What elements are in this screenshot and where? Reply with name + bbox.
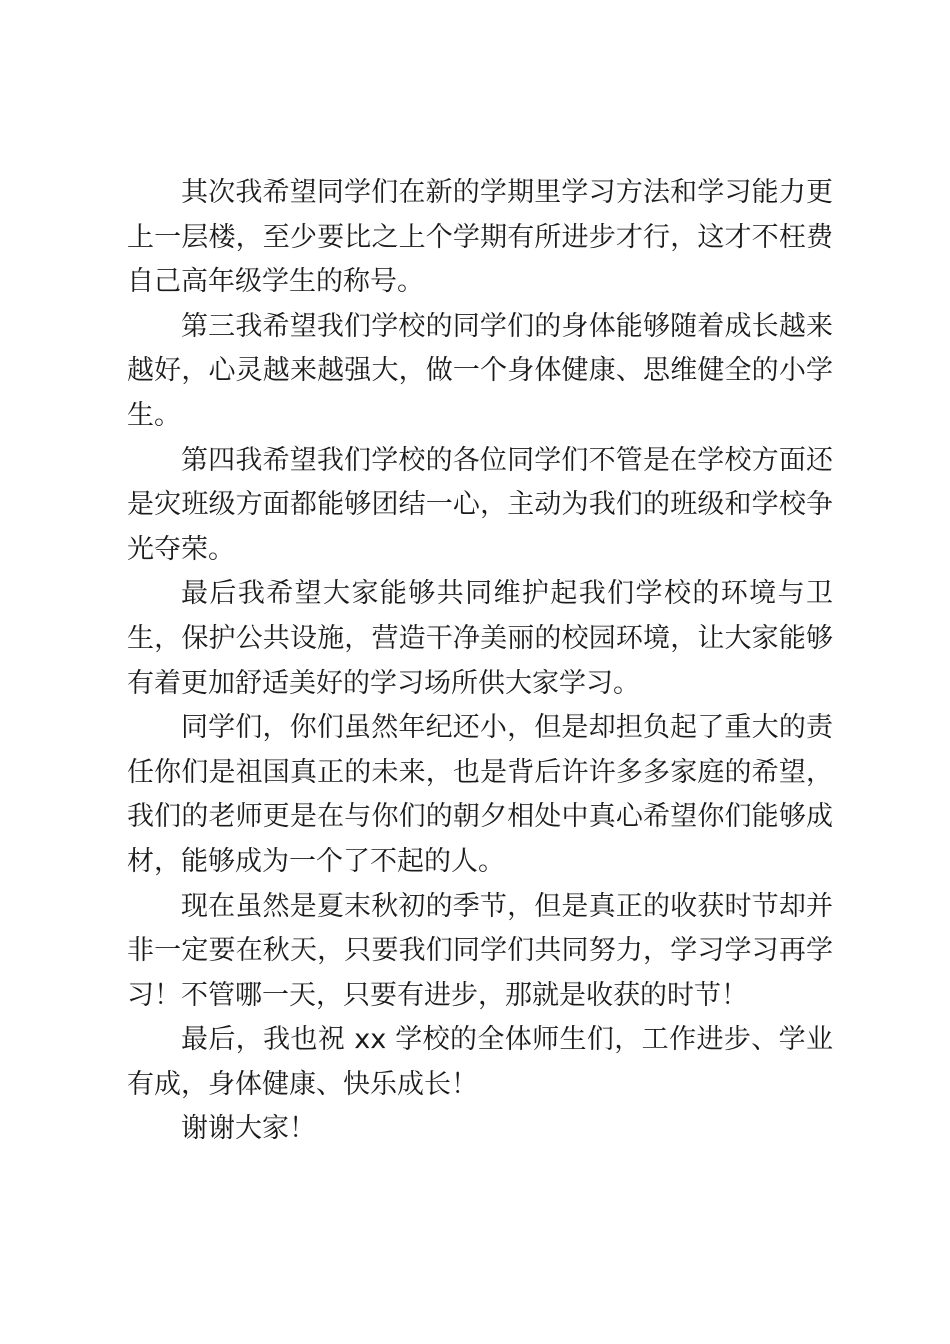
paragraph-thanks: 谢谢大家！ <box>181 1113 316 1145</box>
paragraph-responsibility: 同学们，你们虽然年纪还小，但是却担负起了重大的责任你们是祖国真正的未来，也是背后许许多多家庭的希望，我们的老师更是在与你们的朝夕相处中真心希望你们能够成材，能够成为一个了不起的人。 <box>127 712 833 877</box>
paragraph-wishes: 最后，我也祝 xx 学校的全体师生们，工作进步、学业有成，身体健康、快乐成长！ <box>127 1024 833 1100</box>
paragraph-health: 第三我希望我们学校的同学们的身体能够随着成长越来越好，心灵越来越强大，做一个身体健康、思维健全的小学生。 <box>127 310 833 431</box>
paragraph-unity: 第四我希望我们学校的各位同学们不管是在学校方面还是灾班级方面都能够团结一心，主动为我们的班级和学校争光夺荣。 <box>127 444 833 565</box>
paragraph-environment: 最后我希望大家能够共同维护起我们学校的环境与卫生，保护公共设施，营造干净美丽的校园环境，让大家能够有着更加舒适美好的学习场所供大家学习。 <box>127 578 833 699</box>
paragraph-study-progress: 其次我希望同学们在新的学期里学习方法和学习能力更上一层楼，至少要比之上个学期有所进步才行，这才不枉费自己高年级学生的称号。 <box>127 177 833 298</box>
document-body <box>127 171 833 1152</box>
paragraph-harvest: 现在虽然是夏末秋初的季节，但是真正的收获时节却并非一定要在秋天，只要我们同学们共同努力，学习学习再学习！不管哪一天，只要有进步，那就是收获的时节！ <box>127 890 833 1011</box>
